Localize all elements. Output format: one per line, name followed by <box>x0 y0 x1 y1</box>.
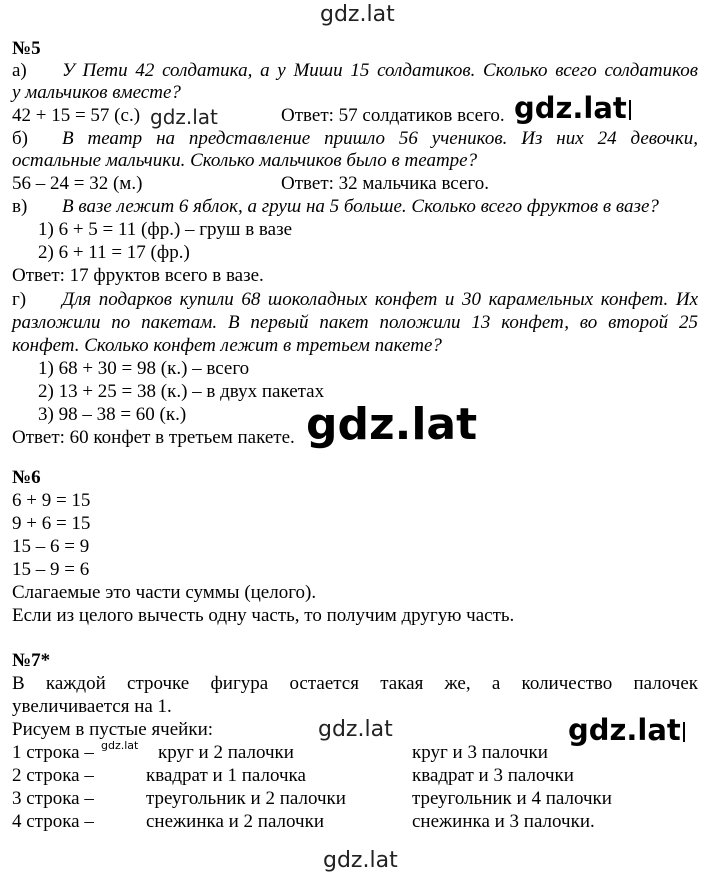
task7-heading: №7* <box>12 650 51 671</box>
watermark-top: gdz.lat <box>320 2 395 27</box>
watermark-bottom: gdz.lat <box>323 848 398 873</box>
task5-b-answer: Ответ: 32 мальчика всего. <box>281 173 489 194</box>
task7-text-line2: увеличивается на 1. <box>12 696 172 717</box>
task5-v-question: В вазе лежит 6 яблок, а груш на 5 больше. Сколько всего фруктов в вазе? <box>62 196 659 217</box>
task5-a-marker: а) <box>12 60 27 81</box>
task7-row-second: снежинка и 3 палочки. <box>412 811 595 832</box>
task5-g-question-line2: разложили по пакетам. В первый пакет положили 13 конфет, во второй 25 <box>12 312 698 333</box>
task7-row-second: квадрат и 3 палочки <box>412 765 574 786</box>
task5-g-question-line3: конфет. Сколько конфет лежит в третьем пакете? <box>12 335 442 356</box>
task7-row-label: 3 строка – <box>12 788 94 809</box>
watermark-task7-right: gdz.lat <box>568 719 685 742</box>
task5-b-question-line2: остальные мальчики. Сколько мальчиков было в театре? <box>12 150 478 171</box>
task6-heading: №6 <box>12 467 41 488</box>
task7-row-first: круг и 2 палочки <box>158 742 294 763</box>
task5-g-step3: 3) 98 – 38 = 60 (к.) <box>38 404 187 425</box>
task6-note1: Слагаемые это части суммы (целого). <box>12 582 317 603</box>
task5-g-question-line1: Для подарков купили 68 шоколадных конфет и 30 карамельных конфет. Их <box>62 289 698 310</box>
task5-v-step1: 1) 6 + 5 = 11 (фр.) – груш в вазе <box>38 219 293 240</box>
task7-row-label: 1 строка – <box>12 742 94 763</box>
task7-row-second: круг и 3 палочки <box>412 742 548 763</box>
watermark-task7-tiny: gdz.lat <box>101 739 139 752</box>
task5-g-step2: 2) 13 + 25 = 38 (к.) – в двух пакетах <box>38 381 325 402</box>
watermark-line-a-big: gdz.lat <box>514 97 631 120</box>
task5-b-question-line1: В театр на представление пришло 56 учеников. Из них 24 девочки, <box>62 128 698 149</box>
task7-row-first: треугольник и 2 палочки <box>146 788 346 809</box>
task5-b-marker: б) <box>12 128 28 149</box>
task7-row-second: треугольник и 4 палочки <box>412 788 612 809</box>
task5-g-marker: г) <box>12 289 27 310</box>
watermark-task7-mid: gdz.lat <box>318 717 393 742</box>
task5-g-answer: Ответ: 60 конфет в третьем пакете. <box>12 427 295 448</box>
task5-a-solution: 42 + 15 = 57 (с.) <box>12 105 141 126</box>
task7-row-label: 4 строка – <box>12 811 94 832</box>
task5-a-question-line1: У Пети 42 солдатика, а у Миши 15 солдатиков. Сколько всего солдатиков <box>62 60 698 81</box>
task5-a-answer: Ответ: 57 солдатиков всего. <box>281 105 505 126</box>
task5-v-step2: 2) 6 + 11 = 17 (фр.) <box>38 242 190 263</box>
task5-g-step1: 1) 68 + 30 = 98 (к.) – всего <box>38 358 250 379</box>
task6-eq1: 6 + 9 = 15 <box>12 490 91 511</box>
task7-text-line1: В каждой строчке фигура остается такая же, а количество палочек <box>12 673 698 694</box>
watermark-middle-big: gdz.lat <box>306 399 478 450</box>
task7-row-first: снежинка и 2 палочки <box>146 811 325 832</box>
task7-row-first: квадрат и 1 палочка <box>146 765 306 786</box>
task6-note2: Если из целого вычесть одну часть, то получим другую часть. <box>12 605 515 626</box>
task7-row-label: 2 строка – <box>12 765 94 786</box>
watermark-line-a-small: gdz.lat <box>150 105 218 129</box>
task5-b-solution: 56 – 24 = 32 (м.) <box>12 173 143 194</box>
task6-eq4: 15 – 9 = 6 <box>12 559 90 580</box>
task6-eq2: 9 + 6 = 15 <box>12 513 91 534</box>
task5-a-question-line2: у мальчиков вместе? <box>12 82 181 103</box>
task5-heading: №5 <box>12 38 41 59</box>
task5-v-marker: в) <box>12 196 28 217</box>
task6-eq3: 15 – 6 = 9 <box>12 536 90 557</box>
task7-draw-intro: Рисуем в пустые ячейки: <box>12 719 214 740</box>
task5-v-answer: Ответ: 17 фруктов всего в вазе. <box>12 265 264 286</box>
